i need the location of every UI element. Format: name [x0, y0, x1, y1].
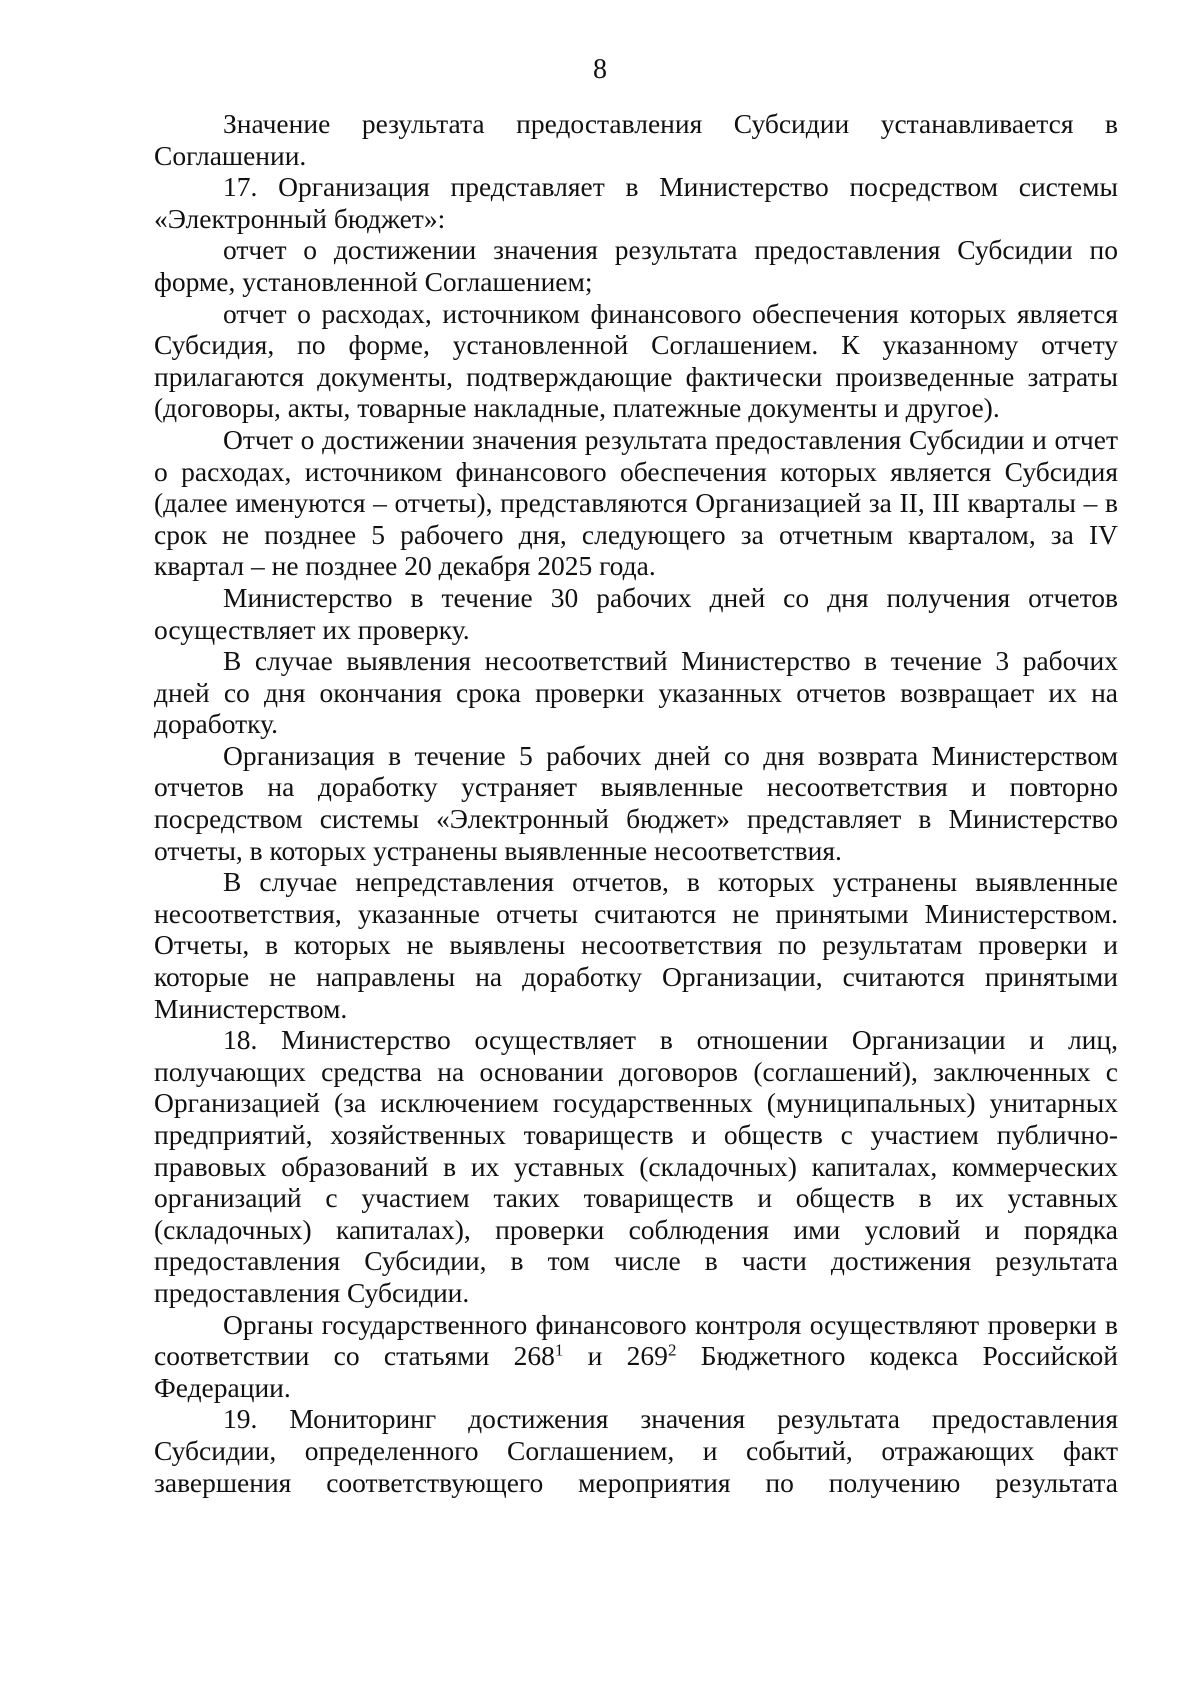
page-number: 8 — [593, 54, 607, 85]
superscript-2: 2 — [667, 1340, 677, 1360]
paragraph-financial-control-text-a: Органы государственного финансового контроля осуществляют проверки в соответствии со статьями 268 — [154, 1308, 1118, 1372]
paragraph-18: 18. Министерство осуществляет в отношении Организации и лиц, получающих средства на основании договоров (соглашений), заключенных с Организацией (за исключением государственных (муниципальных) унитарных предприятий, хозяйственных товариществ и обществ с участием публично-правовых образований в их уставных (складочных) капиталах, коммерческих организаций с участием таких товариществ и обществ в их уставных (складочных) капиталах), проверки соблюдения ими условий и порядка предоставления Субсидии, в том числе в части достижения результата предоставления Субсидии. — [154, 1024, 1118, 1308]
paragraph-financial-control — [154, 1309, 1118, 1404]
paragraph-financial-control-text-c: Бюджетного кодекса Российской Федерации. — [154, 1340, 1118, 1403]
paragraph-ministry-check: Министерство в течение 30 рабочих дней со дня получения отчетов осуществляет их проверку. — [154, 581, 1118, 645]
paragraph-result-value: Значение результата предоставления Субсидии устанавливается в Соглашении. — [154, 108, 1118, 171]
paragraph-financial-control-text-b: и 269 — [563, 1340, 668, 1372]
superscript-1: 1 — [554, 1340, 564, 1360]
paragraph-organization-fix: Организация в течение 5 рабочих дней со дня возврата Министерством отчетов на доработку устраняет выявленные несоответствия и повторно посредством системы «Электронный бюджет» представляет в Министерство отчеты, в которых устранены выявленные несоответствия. — [154, 739, 1118, 866]
document-body — [154, 108, 1118, 1498]
paragraph-report-achievement: отчет о достижении значения результата предоставления Субсидии по форме, установленной Соглашением; — [154, 234, 1118, 297]
paragraph-17: 17. Организация представляет в Министерство посредством системы «Электронный бюджет»: — [154, 171, 1118, 234]
paragraph-reports-deadline: Отчет о достижении значения результата предоставления Субсидии и отчет о расходах, источником финансового обеспечения которых является Субсидия (далее именуются – отчеты), представляются Организацией за II, III кварталы – в срок не позднее 5 рабочего дня, следующего за отчетным кварталом, за IV квартал – не позднее 20 декабря 2025 года. — [154, 423, 1118, 582]
paragraph-non-submission: В случае непредставления отчетов, в которых устранены выявленные несоответствия, указанные отчеты считаются не принятыми Министерством. Отчеты, в которых не выявлены несоответствия по результатам проверки и которые не направлены на доработку Организации, считаются принятыми Министерством. — [154, 866, 1118, 1024]
paragraph-report-expenses: отчет о расходах, источником финансового обеспечения которых является Субсидия, по форме, установленной Соглашением. К указанному отчету прилагаются документы, подтверждающие фактически произведенные затраты (договоры, акты, товарные накладные, платежные документы и другое). — [154, 297, 1118, 424]
paragraph-19: 19. Мониторинг достижения значения результата предоставления Субсидии, определенного Соглашением, и событий, отражающих факт завершения соответствующего мероприятия по получению результата — [154, 1403, 1118, 1498]
paragraph-discrepancies-return: В случае выявления несоответствий Министерство в течение 3 рабочих дней со дня окончания срока проверки указанных отчетов возвращает их на доработку. — [154, 645, 1118, 740]
